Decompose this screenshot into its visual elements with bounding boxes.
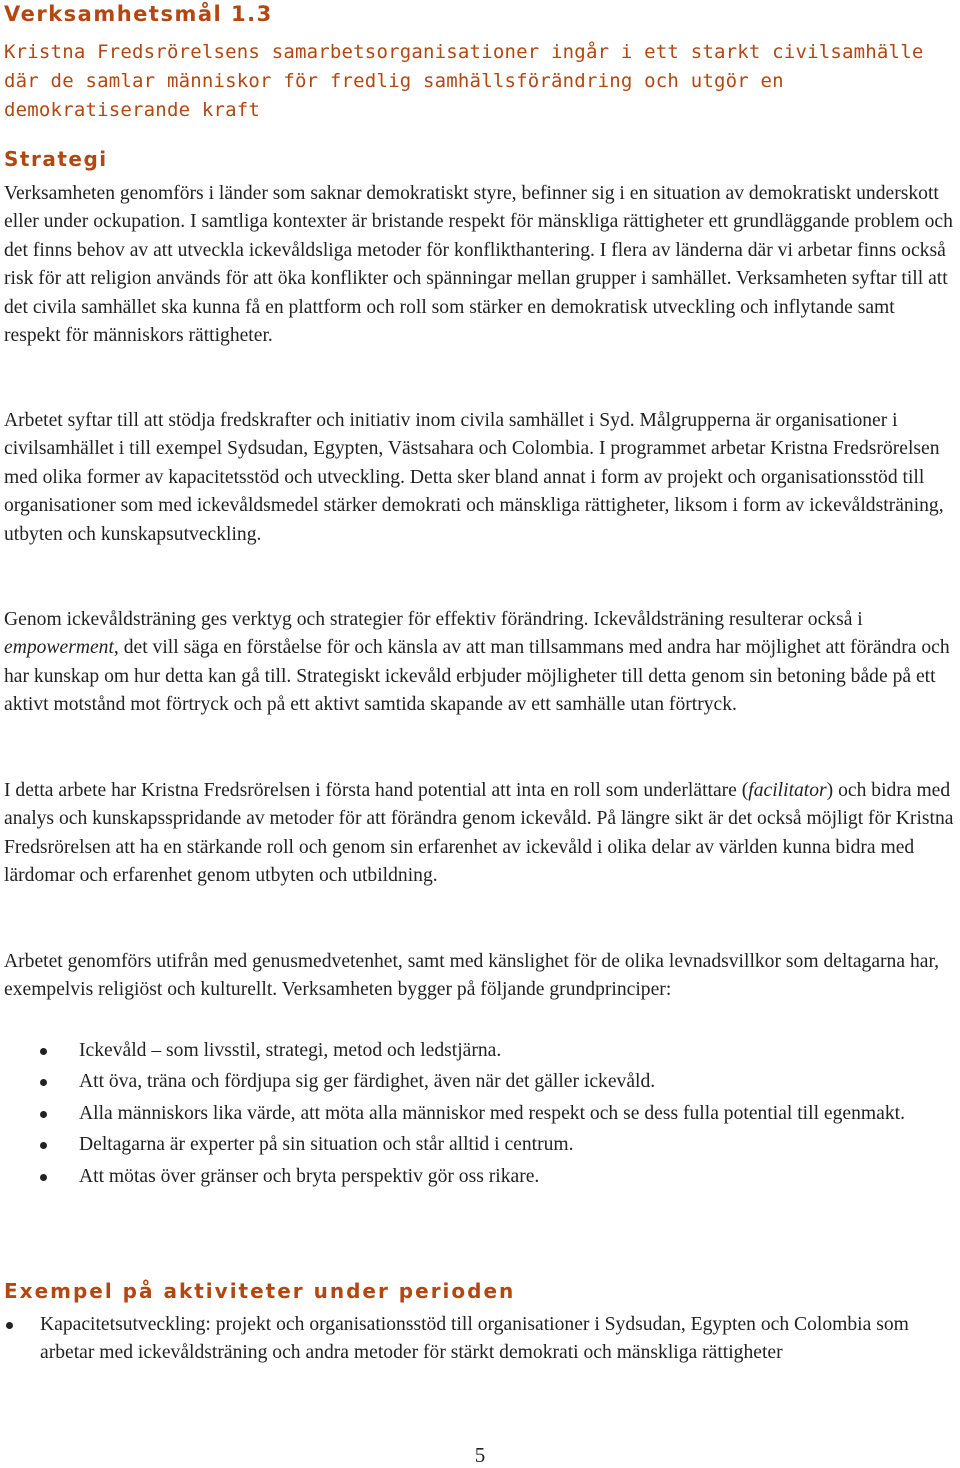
- principle-text: Att öva, träna och fördjupa sig ger färdighet, även när det gäller ickevåld.: [79, 1071, 656, 1093]
- list-item: [0, 1163, 939, 1191]
- page-number: 5: [474, 1443, 486, 1467]
- strategy-paragraph-1: Verksamheten genomförs i länder som saknar demokratiskt styre, befinner sig i en situation av demokratiskt underskott eller under ockupation. I samtliga kontexter är bristande respekt för mänskliga rättigheter ett grundläggande problem och det finns behov av att utveckla ickevåldsliga metoder för konflikthantering. I flera av länderna där vi arbetar finns också risk för att religion används för att öka konflikter och spänningar mellan grupper i samhället. Verksamheten syftar till att det civila samhället ska kunna få en plattform och roll som stärker en demokratisk utveckling och inflytande samt respekt för människors rättigheter.: [4, 183, 953, 347]
- examples-heading: Exempel på aktiviteter under perioden: [4, 1279, 516, 1303]
- goal-description: Kristna Fredsrörelsens samarbetsorganisationer ingår i ett starkt civilsamhälle där de samlar människor för fredlig samhällsförändring och utgör en demokratiserande kraft: [4, 41, 924, 121]
- p3-text-after: , det vill säga en förståelse för och känsla av att man tillsammans med andra har möjlighet att förändra och har kunskap om hur detta kan gå till. Strategiskt ickevåld erbjuder möjligheter till detta genom sin betoning både på ett aktivt motstånd mot förtryck och på ett aktivt samtida skapande av ett samhälle utan förtryck.: [4, 637, 950, 716]
- p4-emphasis: facilitator: [748, 780, 827, 801]
- strategy-paragraph-2: Arbetet syftar till att stödja fredskrafter och initiativ inom civila samhället i Syd. Målgrupperna är organisationer i civilsamhället i till exempel Sydsudan, Egypten, Västsahara och Colombia. I programmet arbetar Kristna Fredsrörelsen med olika former av kapacitetsstöd och utveckling. Detta sker bland annat i form av projekt och organisationsstöd till organisationer som med ickevåldsmedel stärker demokrati och mänskliga rättigheter, liksom i form av ickevåldsträning, utbyten och kunskapsutveckling.: [4, 410, 944, 545]
- example-text: Kapacitetsutveckling: projekt och organisationsstöd till organisationer i Sydsudan, Egypten och Colombia som arbetar med ickevåldsträning och andra metoder för stärkt demokrati och mänskliga rättigheter: [40, 1314, 909, 1364]
- principle-text: Att mötas över gränser och bryta perspektiv gör oss rikare.: [79, 1165, 540, 1187]
- principles-list: [0, 1037, 950, 1194]
- strategy-paragraph-3: [4, 606, 956, 720]
- principle-text: Deltagarna är experter på sin situation och står alltid i centrum.: [79, 1134, 574, 1156]
- examples-list: [0, 1311, 950, 1368]
- goal-heading: Verksamhetsmål 1.3: [4, 2, 273, 26]
- principle-text: Alla människors lika värde, att möta alla människor med respekt och se dess fulla potential till egenmakt.: [79, 1102, 905, 1124]
- strategy-paragraph-4: [4, 777, 956, 891]
- p3-text-before: Genom ickevåldsträning ges verktyg och strategier för effektiv förändring. Ickevåldsträning resulterar också i: [4, 609, 863, 630]
- list-item: [0, 1100, 939, 1128]
- strategy-heading: Strategi: [4, 147, 108, 171]
- bullet-icon: [40, 1111, 47, 1118]
- list-item: [0, 1037, 939, 1065]
- strategy-paragraph-5: Arbetet genomförs utifrån med genusmedvetenhet, samt med känslighet för de olika levnadsvillkor som deltagarna har, exempelvis religiöst och kulturellt. Verksamheten bygger på följande grundprinciper:: [4, 951, 940, 1001]
- bullet-icon: [40, 1048, 47, 1055]
- p4-text-after: ) och bidra med analys och kunskapsspridande av metoder för att förändra genom ickevåld. På längre sikt är det också möjligt för Kristna Fredsrörelsen att ha en stärkande roll och genom sin erfarenhet av ickevåld i olika delar av världen kunna bidra med lärdomar och erfarenhet genom utbyten och utbildning.: [4, 780, 954, 887]
- list-item: [0, 1131, 939, 1159]
- bullet-icon: [40, 1079, 47, 1086]
- bullet-icon: [40, 1142, 47, 1149]
- bullet-icon: [6, 1322, 13, 1329]
- list-item: [0, 1068, 939, 1096]
- p3-emphasis: empowerment: [4, 637, 114, 659]
- list-item: [0, 1311, 950, 1368]
- bullet-icon: [40, 1174, 47, 1181]
- principle-text: Ickevåld – som livsstil, strategi, metod och ledstjärna.: [79, 1040, 502, 1061]
- p4-text-before: I detta arbete har Kristna Fredsrörelsen i första hand potential att inta en roll som underlättare (: [4, 780, 749, 801]
